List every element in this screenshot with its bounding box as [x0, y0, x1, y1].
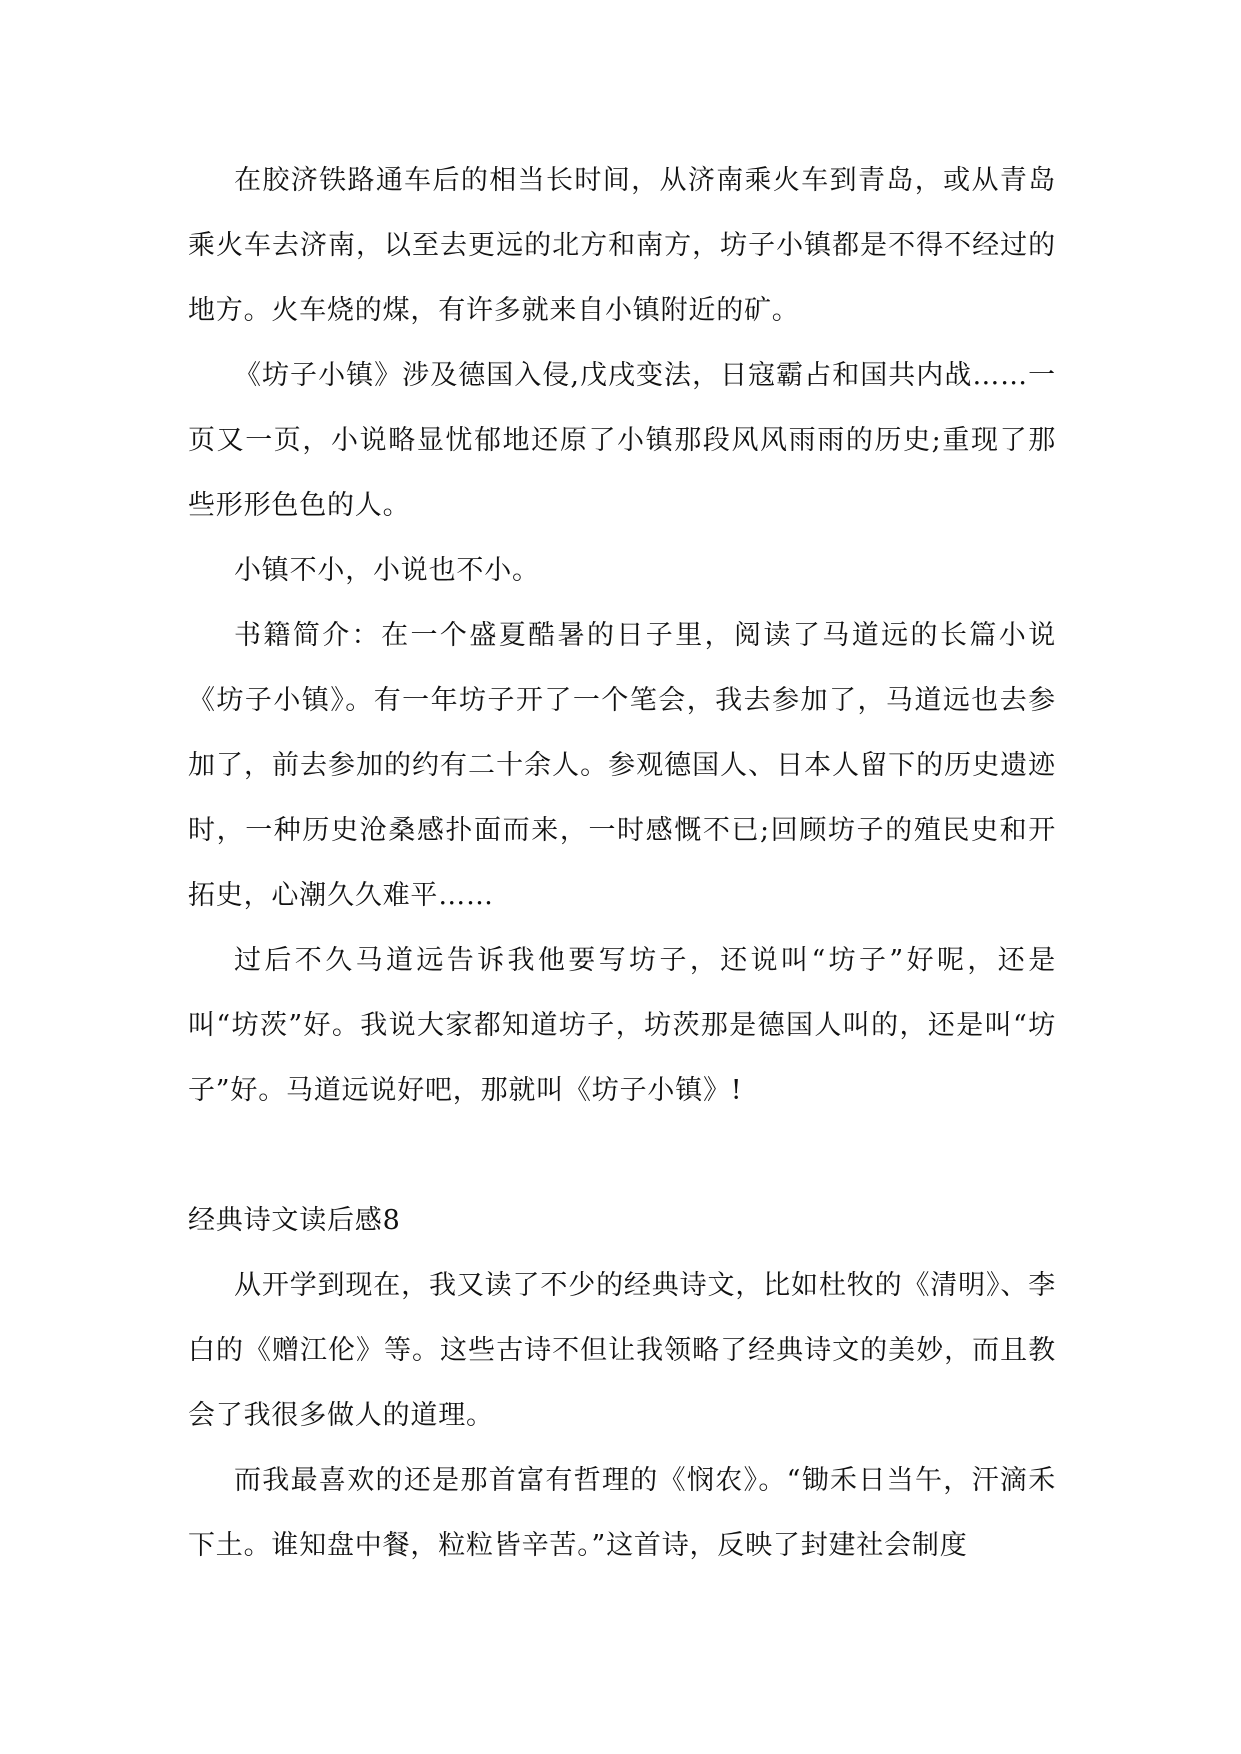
- paragraph-town-not-small: 小镇不小，小说也不小。: [234, 555, 540, 586]
- paragraph-naming: 过后不久马道远告诉我他要写坊子，还说叫“坊子”好呢，还是叫“坊茨”好。我说大家都知道坊子，坊茨那是德国人叫的，还是叫“坊子”好。马道远说好吧，那就叫《坊子小镇》!: [188, 945, 1056, 1106]
- paragraph-novel-history: 《坊子小镇》涉及德国入侵,戊戌变法，日寇霸占和国共内战……一页又一页，小说略显忧郁地还原了小镇那段风风雨雨的历史;重现了那些形形色色的人。: [188, 360, 1056, 521]
- paragraph-railway: 在胶济铁路通车后的相当长时间，从济南乘火车到青岛，或从青岛乘火车去济南，以至去更远的北方和南方，坊子小镇都是不得不经过的地方。火车烧的煤，有许多就来自小镇附近的矿。: [188, 165, 1056, 326]
- section-heading: 经典诗文读后感8: [188, 1205, 401, 1236]
- paragraph-favorite-poem: 而我最喜欢的还是那首富有哲理的《悯农》。“锄禾日当午，汗滴禾下土。谁知盘中餐，粒粒皆辛苦。”这首诗，反映了封建社会制度: [188, 1465, 1056, 1561]
- document-page: [188, 148, 1056, 1578]
- paragraph-book-intro: 书籍简介：在一个盛夏酷暑的日子里，阅读了马道远的长篇小说《坊子小镇》。有一年坊子开了一个笔会，我去参加了，马道远也去参加了，前去参加的约有二十余人。参观德国人、日本人留下的历史遗迹时，一种历史沧桑感扑面而来，一时感慨不已;回顾坊子的殖民史和开拓史，心潮久久难平……: [188, 620, 1056, 911]
- paragraph-classic-poems: 从开学到现在，我又读了不少的经典诗文，比如杜牧的《清明》、李白的《赠江伦》等。这些古诗不但让我领略了经典诗文的美妙，而且教会了我很多做人的道理。: [188, 1270, 1056, 1431]
